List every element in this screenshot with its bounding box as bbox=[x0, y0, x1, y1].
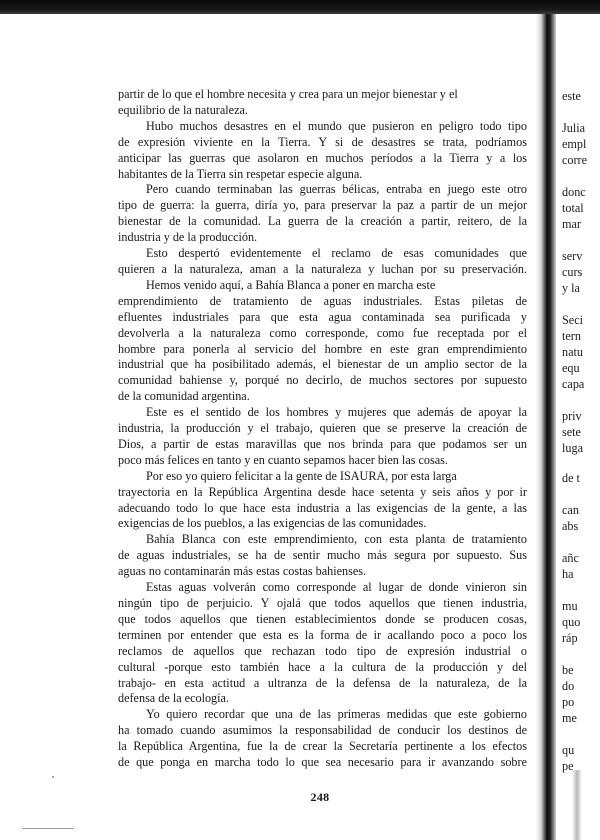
facing-page-fragment: Julia bbox=[562, 121, 586, 135]
facing-page-fragment: serv bbox=[562, 249, 583, 263]
text-line: industrial que ha posibilitado además, el bienestar de un amplio sector de la bbox=[118, 357, 527, 372]
text-line: efluentes industriales para que esta agua contaminada sea purificada y bbox=[118, 309, 527, 324]
text-line: hombre para ponerla al servicio del hombre en este gran emprendimiento bbox=[118, 341, 527, 356]
page-body-text bbox=[118, 87, 527, 771]
text-line: Hemos venido aquí, a Bahía Blanca a poner en marcha este bbox=[146, 277, 436, 292]
text-line: cultural -porque esto también hace a la cultura de la producción y del bbox=[118, 659, 527, 674]
text-line: Este es el sentido de los hombres y mujeres que además de apoyar la bbox=[146, 405, 527, 420]
text-line: Estas aguas volverán como corresponde al lugar de donde vinieron sin bbox=[146, 580, 527, 595]
book-binding-shadow bbox=[536, 14, 556, 840]
facing-page-fragment: be bbox=[562, 663, 574, 677]
text-line: de que ponga en marcha todo lo que sea necesario para ir avanzando sobre bbox=[118, 755, 527, 770]
text-line: terminen por entender que esta es la forma de ir acallando poco a poco los bbox=[118, 627, 527, 642]
text-line: comunidad bahiense y, porqué no decirlo, de muchos sectores por supuesto bbox=[118, 373, 527, 388]
text-line: poco más felices en tanto y en cuanto sepamos hacer bien las cosas. bbox=[118, 452, 448, 467]
facing-page-fragment: añc bbox=[562, 551, 579, 565]
facing-page-fragment: corre bbox=[562, 153, 588, 167]
facing-page-fragment: ráp bbox=[562, 631, 578, 645]
text-line: industria, la producción y el trabajo, quieren que se preserve la creación de bbox=[118, 421, 527, 436]
text-line: de expresión viviente en la Tierra. Y si de desastres se trata, podríamos bbox=[118, 134, 527, 149]
text-line: que todos aquellos que tienen establecimientos donde se producen cosas, bbox=[118, 611, 527, 626]
facing-page-fragment: este bbox=[562, 89, 581, 103]
text-line: ningún tipo de perjuicio. Y ojalá que todos aquellos que tienen industria, bbox=[118, 596, 527, 610]
text-line: exigencias de los pueblos, a las exigencias de las comunidades. bbox=[118, 516, 427, 531]
facing-page-fragment: can bbox=[562, 503, 579, 517]
facing-page-fragment: abs bbox=[562, 519, 579, 533]
facing-page-edge bbox=[560, 0, 600, 840]
text-line: trabajo- en esta actitud a ultranza de la defensa de la naturaleza, de la bbox=[118, 675, 527, 690]
text-line: quieren a la naturaleza, aman a la naturaleza y luchan por su preservación. bbox=[118, 261, 527, 276]
facing-page-fragment: y la bbox=[562, 281, 580, 295]
facing-page-fragment: mu bbox=[562, 599, 578, 613]
facing-page-fragment: de t bbox=[562, 471, 580, 485]
facing-page-fragment: curs bbox=[562, 265, 583, 279]
facing-page-fragment: capa bbox=[562, 377, 585, 391]
facing-page-fragment: Seci bbox=[562, 313, 583, 327]
text-line: devolverla a la naturaleza como corresponde, como fue receptada por el bbox=[118, 325, 527, 340]
facing-page-fragment: total bbox=[562, 201, 584, 215]
facing-page-fragment: quo bbox=[562, 615, 581, 629]
facing-page-fragment: do bbox=[562, 679, 575, 693]
text-line: Esto despertó evidentemente el reclamo de esas comunidades que bbox=[146, 246, 527, 261]
facing-page-fragment: priv bbox=[562, 409, 582, 423]
text-line: Yo quiero recordar que una de las primeras medidas que este gobierno bbox=[146, 707, 527, 722]
text-line: defensa de la ecología. bbox=[118, 691, 229, 706]
text-line: aguas no contaminarán más estas costas bahienses. bbox=[118, 564, 367, 579]
facing-page-fragment: ha bbox=[562, 567, 574, 581]
text-line: la República Argentina, fue la de crear la Secretaría pertinente a los efectos bbox=[118, 739, 527, 754]
text-line: Hubo muchos desastres en el mundo que pusieron en peligro todo tipo bbox=[146, 118, 527, 133]
text-line: ha tomado cuando asumimos la responsabilidad de conducir los destinos de bbox=[118, 723, 527, 738]
text-line: habitantes de la Tierra sin respetar especie alguna. bbox=[118, 166, 363, 181]
text-line: anticipar las guerras que asolaron en muchos períodos a la Tierra y a los bbox=[118, 150, 527, 165]
facing-page-fragment: luga bbox=[562, 441, 583, 455]
facing-page-fragment: tern bbox=[562, 329, 581, 343]
text-line: reclamos de aquellos que rechazan todo tipo de expresión industrial o bbox=[118, 643, 527, 658]
scan-top-edge bbox=[0, 0, 600, 14]
text-line: tipo de guerra: la guerra, diría yo, para preservar la paz a partir de un mejor bbox=[118, 198, 527, 213]
facing-page-fragment: pe bbox=[562, 759, 574, 773]
facing-page-fragment: donc bbox=[562, 185, 586, 199]
facing-page-fragment: po bbox=[562, 695, 575, 709]
text-line: de aguas industriales, se ha de sentir mucho más segura por supuesto. Sus bbox=[118, 548, 527, 563]
text-line: de la comunidad argentina. bbox=[118, 389, 250, 404]
facing-page-fragment: me bbox=[562, 711, 577, 725]
text-line: Pero cuando terminaban las guerras bélicas, entraba en juego este otro bbox=[146, 182, 527, 197]
text-line: trayectoria en la República Argentina desde hace setenta y seis años y por ir bbox=[118, 484, 527, 499]
facing-page-fragment: qu bbox=[562, 743, 575, 757]
text-line: partir de lo que el hombre necesita y crea para un mejor bienestar y el bbox=[118, 87, 458, 101]
text-line: industria y de la producción. bbox=[118, 230, 258, 245]
facing-page-fragment: mar bbox=[562, 217, 581, 231]
text-line: Por eso yo quiero felicitar a la gente de ISAURA, por esta larga bbox=[146, 468, 457, 483]
text-line: equilibrio de la naturaleza. bbox=[118, 102, 248, 117]
text-line: adecuando todo lo que hace esta industria a las exigencias de la gente, a las bbox=[118, 500, 527, 515]
scan-speck bbox=[52, 776, 54, 778]
text-line: bienestar de la comunidad. La guerra de la creación a partir, reitero, de la bbox=[118, 214, 527, 229]
page-number: 248 bbox=[310, 790, 330, 804]
facing-page-fragment: natu bbox=[562, 345, 583, 359]
text-line: Bahía Blanca con este emprendimiento, con esta planta de tratamiento bbox=[146, 532, 527, 547]
text-line: emprendimiento de tratamiento de aguas industriales. Estas piletas de bbox=[118, 293, 527, 308]
facing-page-fragment: sete bbox=[562, 425, 581, 439]
text-line: Dios, a partir de estas maravillas que nos brinda para que podamos ser un bbox=[118, 436, 527, 451]
facing-page-fragment: equ bbox=[562, 361, 580, 375]
scan-mark bbox=[22, 828, 74, 829]
facing-page-fragment: empl bbox=[562, 137, 587, 151]
